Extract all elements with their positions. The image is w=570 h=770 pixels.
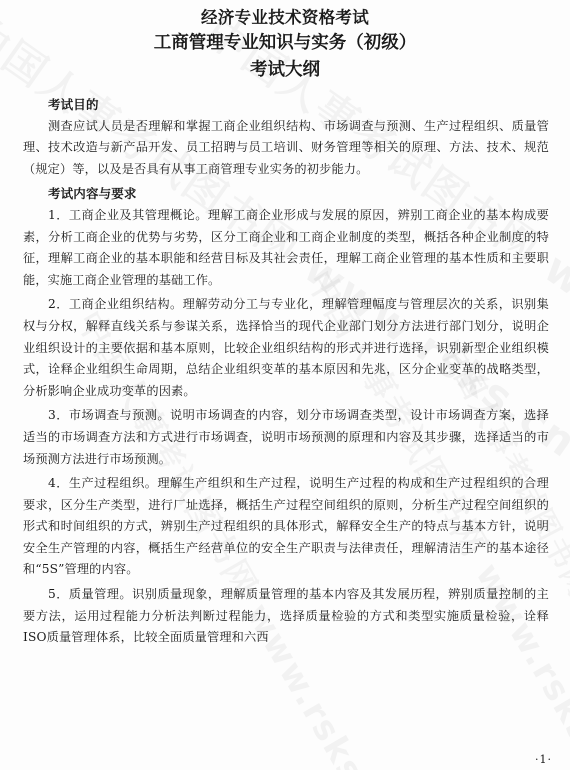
- section-title-purpose: 考试目的: [48, 97, 99, 112]
- content-item-3: 3．市场调查与预测。说明市场调查的内容，划分市场调查类型，设计市场调查方案，选择适当的市场调查方法和方式进行市场调查，说明市场预测的原理和内容及其步骤，选择适当的市场预测方法进行市场预测。: [23, 408, 549, 466]
- section-title-content: 考试内容与要求: [48, 186, 137, 202]
- purpose-paragraph: 测查应试人员是否理解和掌握工商企业组织结构、市场调查与预测、生产过程组织、质量管理、技术改造与新产品开发、员工招聘与员工培训、财务管理等相关的原理、方法、技术、规范（规定）等，以及是否具有从事工商管理专业实务的初步能力。: [23, 118, 549, 176]
- subject-title: 工商管理专业知识与实务（初级）: [153, 33, 417, 53]
- page-number: ·1·: [535, 753, 552, 766]
- document-header: [0, 6, 570, 84]
- exam-title: 经济专业技术资格考试: [201, 8, 369, 27]
- content-item-5: 5．质量管理。识别质量现象，理解质量管理的基本内容及其发展历程，辨别质量控制的主要方法，运用过程能力分析法判断过程能力，选择质量检验的方式和类型实施质量检验，诠释ISO质量管理体系，比较全面质量管理和六西: [23, 587, 549, 645]
- content-item-1: 1．工商企业及其管理概论。理解工商企业形成与发展的原因，辨别工商企业的基本构成要素，分析工商企业的优势与劣势，区分工商企业和工商企业制度的类型，概括各种企业制度的特征，理解工商企业的基本职能和经营目标及其社会责任，理解工商企业管理的基本性质和主要职能，实施工商企业管理的基础工作。: [23, 207, 549, 287]
- content-item-4: 4．生产过程组织。理解生产组织和生产过程，说明生产过程的构成和生产过程组织的合理要求，区分生产类型，进行厂址选择，概括生产过程空间组织的原则，分析生产过程空间组织的形式和时间组织的方式，辨别生产过程组织的具体形式，解释安全生产的特点与基本方针，说明安全生产管理的内容，概括生产经营单位的安全生产职责与法律责任，理解清洁生产的基本途径和“5S”管理的内容。: [23, 476, 549, 577]
- syllabus-title: 考试大纲: [250, 60, 320, 80]
- content-item-2: 2．工商企业组织结构。理解劳动分工与专业化，理解管理幅度与管理层次的关系，识别集权与分权，解释直线关系与参谋关系，选择恰当的现代企业部门划分方法进行部门划分，说明企业组织设计的主要依据和基本原则，比较企业组织结构的形式并进行选择，识别新型企业组织模式，诠释企业组织生命周期，总结企业组织变革的基本原因和先兆，区分企业变革的战略类型，分析影响企业成功变革的因素。: [23, 297, 549, 398]
- document-body: [23, 94, 549, 652]
